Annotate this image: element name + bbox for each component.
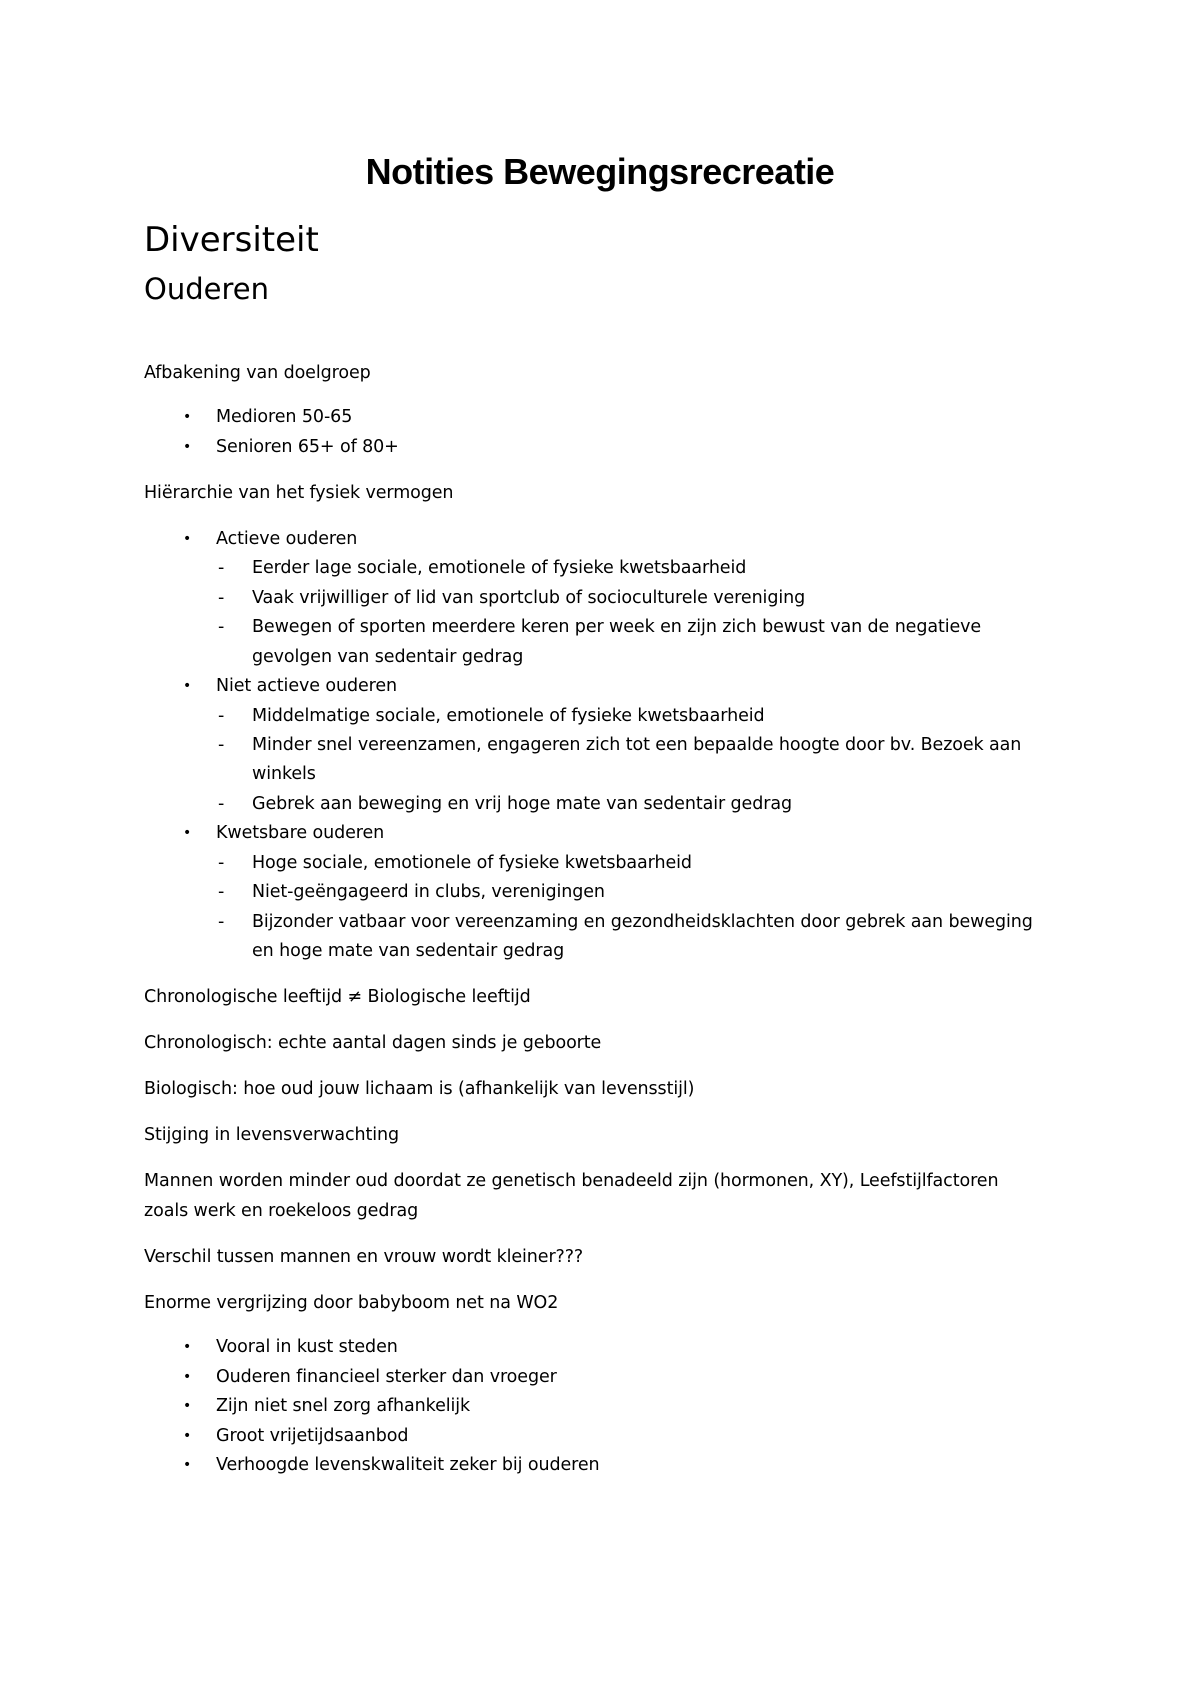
- list-item: Niet actieve ouderen: [216, 676, 398, 696]
- heading-ouderen: Ouderen: [144, 272, 269, 306]
- paragraph-leeftijd: Chronologische leeftijd ≠ Biologische leeftijd: [144, 987, 531, 1007]
- dash-icon: -: [218, 706, 225, 726]
- dash-icon: -: [218, 588, 225, 608]
- list-item: Ouderen financieel sterker dan vroeger: [216, 1367, 557, 1387]
- bullet-icon: •: [183, 825, 192, 841]
- bullet-icon: •: [183, 439, 192, 455]
- dash-icon: -: [218, 794, 225, 814]
- list-item: Actieve ouderen: [216, 529, 358, 549]
- list-item: Groot vrijetijdsaanbod: [216, 1426, 409, 1446]
- bullet-icon: •: [183, 1398, 192, 1414]
- paragraph-mannen: Mannen worden minder oud doordat ze genetisch benadeeld zijn (hormonen, XY), Leefstijlfactoren: [144, 1171, 999, 1191]
- list-item: Medioren 50-65: [216, 407, 353, 427]
- paragraph-mannen-continuation: zoals werk en roekeloos gedrag: [144, 1201, 419, 1221]
- sub-list-item: Vaak vrijwilliger of lid van sportclub of socioculturele vereniging: [252, 588, 806, 608]
- paragraph-vergrijzing: Enorme vergrijzing door babyboom net na WO2: [144, 1293, 559, 1313]
- paragraph-verschil: Verschil tussen mannen en vrouw wordt kleiner???: [144, 1247, 584, 1267]
- bullet-icon: •: [183, 1457, 192, 1473]
- paragraph-hierarchie: Hiërarchie van het fysiek vermogen: [144, 483, 454, 503]
- bullet-icon: •: [183, 1369, 192, 1385]
- dash-icon: -: [218, 882, 225, 902]
- list-item: Senioren 65+ of 80+: [216, 437, 399, 457]
- bullet-icon: •: [183, 531, 192, 547]
- sub-list-item: Hoge sociale, emotionele of fysieke kwetsbaarheid: [252, 853, 692, 873]
- paragraph-afbakening: Afbakening van doelgroep: [144, 363, 371, 383]
- paragraph-chronologisch: Chronologisch: echte aantal dagen sinds je geboorte: [144, 1033, 602, 1053]
- bullet-icon: •: [183, 409, 192, 425]
- sub-list-item: Minder snel vereenzamen, engageren zich tot een bepaalde hoogte door bv. Bezoek aan: [252, 735, 1022, 755]
- bullet-icon: •: [183, 1428, 192, 1444]
- sub-list-item-continuation: en hoge mate van sedentair gedrag: [252, 941, 565, 961]
- dash-icon: -: [218, 853, 225, 873]
- heading-diversiteit: Diversiteit: [144, 220, 319, 260]
- list-item: Zijn niet snel zorg afhankelijk: [216, 1396, 471, 1416]
- dash-icon: -: [218, 617, 225, 637]
- list-item: Kwetsbare ouderen: [216, 823, 385, 843]
- bullet-icon: •: [183, 678, 192, 694]
- bullet-icon: •: [183, 1339, 192, 1355]
- list-item: Verhoogde levenskwaliteit zeker bij ouderen: [216, 1455, 600, 1475]
- sub-list-item: Niet-geëngageerd in clubs, verenigingen: [252, 882, 605, 902]
- sub-list-item-continuation: gevolgen van sedentair gedrag: [252, 647, 524, 667]
- paragraph-levensverwachting: Stijging in levensverwachting: [144, 1125, 399, 1145]
- dash-icon: -: [218, 912, 225, 932]
- sub-list-item: Bewegen of sporten meerdere keren per week en zijn zich bewust van de negatieve: [252, 617, 982, 637]
- page-title: Notities Bewegingsrecreatie: [365, 151, 835, 192]
- sub-list-item-continuation: winkels: [252, 764, 316, 784]
- sub-list-item: Bijzonder vatbaar voor vereenzaming en gezondheidsklachten door gebrek aan beweging: [252, 912, 1033, 932]
- list-item: Vooral in kust steden: [216, 1337, 398, 1357]
- dash-icon: -: [218, 558, 225, 578]
- dash-icon: -: [218, 735, 225, 755]
- sub-list-item: Eerder lage sociale, emotionele of fysieke kwetsbaarheid: [252, 558, 747, 578]
- sub-list-item: Middelmatige sociale, emotionele of fysieke kwetsbaarheid: [252, 706, 765, 726]
- sub-list-item: Gebrek aan beweging en vrij hoge mate van sedentair gedrag: [252, 794, 792, 814]
- paragraph-biologisch: Biologisch: hoe oud jouw lichaam is (afhankelijk van levensstijl): [144, 1079, 695, 1099]
